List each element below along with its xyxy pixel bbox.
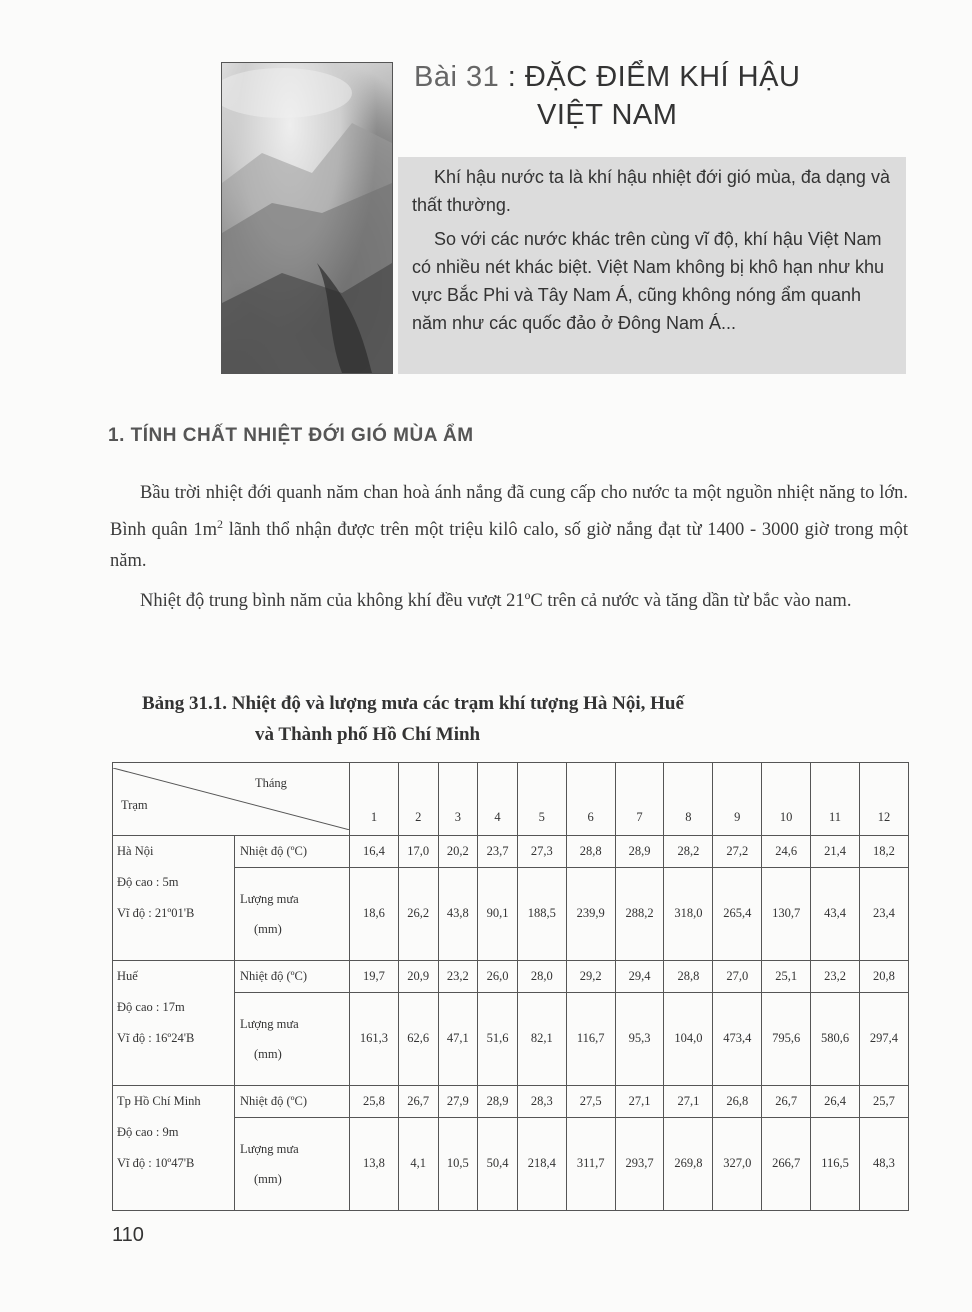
lesson-title bbox=[414, 58, 800, 134]
lesson-title-line2: VIỆT NAM bbox=[537, 99, 678, 131]
station-spacer bbox=[117, 1179, 232, 1210]
rainfall-value: 297,4 bbox=[859, 992, 908, 1085]
temperature-value: 26,8 bbox=[713, 1086, 762, 1118]
temperature-value: 27,2 bbox=[713, 836, 762, 868]
station-spacer bbox=[117, 929, 232, 960]
rainfall-label-unit: (mm) bbox=[254, 1046, 282, 1061]
lesson-title-line1: ĐẶC ĐIỂM KHÍ HẬU bbox=[524, 61, 801, 93]
header-month-label: Tháng bbox=[255, 776, 287, 790]
rainfall-value: 95,3 bbox=[615, 992, 664, 1085]
rainfall-value: 580,6 bbox=[811, 992, 860, 1085]
station-info-cell bbox=[113, 836, 235, 961]
rainfall-value: 795,6 bbox=[762, 992, 811, 1085]
temperature-value: 20,9 bbox=[398, 961, 438, 993]
rainfall-value: 13,8 bbox=[350, 1117, 399, 1210]
table-header-row bbox=[113, 763, 909, 836]
rainfall-value: 43,4 bbox=[811, 867, 860, 960]
temperature-value: 25,1 bbox=[762, 961, 811, 993]
intro-paragraph-2: So với các nước khác trên cùng vĩ độ, khí hậu Việt Nam có nhiều nét khác biệt. Việt Nam không bị khô hạn như khu vực Bắc Phi và Tây Nam Á, cũng không nóng ẩm quanh năm như các quốc đảo ở Đông Nam Á... bbox=[412, 229, 885, 333]
rainfall-value: 473,4 bbox=[713, 992, 762, 1085]
temperature-value: 17,0 bbox=[398, 836, 438, 868]
temperature-value: 23,2 bbox=[811, 961, 860, 993]
table-row bbox=[113, 836, 909, 868]
station-elevation: Độ cao : 17m bbox=[117, 1000, 185, 1014]
month-header: 6 bbox=[566, 763, 615, 836]
rainfall-label-unit: (mm) bbox=[254, 1171, 282, 1186]
temperature-value: 24,6 bbox=[762, 836, 811, 868]
para2-text: Nhiệt độ trung bình năm của không khí đều vượt 21ºC trên cả nước và tăng dần từ bắc vào nam. bbox=[140, 591, 852, 611]
temperature-value: 28,2 bbox=[664, 836, 713, 868]
rainfall-value: 311,7 bbox=[566, 1117, 615, 1210]
rainfall-label-line1: Lượng mưa bbox=[240, 1141, 299, 1156]
temperature-value: 28,9 bbox=[478, 1086, 518, 1118]
table-caption-line2: và Thành phố Hồ Chí Minh bbox=[255, 724, 481, 745]
month-header: 8 bbox=[664, 763, 713, 836]
temperature-value: 19,7 bbox=[350, 961, 399, 993]
rainfall-value: 18,6 bbox=[350, 867, 399, 960]
station-name: Huế bbox=[117, 969, 138, 983]
rainfall-value: 318,0 bbox=[664, 867, 713, 960]
temperature-value: 27,5 bbox=[566, 1086, 615, 1118]
temperature-value: 28,3 bbox=[517, 1086, 566, 1118]
landscape-photo bbox=[221, 62, 393, 374]
rainfall-value: 265,4 bbox=[713, 867, 762, 960]
temperature-value: 27,9 bbox=[438, 1086, 478, 1118]
header-station-label: Trạm bbox=[121, 798, 148, 812]
temperature-value: 25,8 bbox=[350, 1086, 399, 1118]
rainfall-value: 161,3 bbox=[350, 992, 399, 1085]
rainfall-value: 288,2 bbox=[615, 867, 664, 960]
diagonal-line bbox=[113, 768, 350, 830]
rainfall-value: 266,7 bbox=[762, 1117, 811, 1210]
rainfall-value: 327,0 bbox=[713, 1117, 762, 1210]
rainfall-value: 48,3 bbox=[859, 1117, 908, 1210]
table-row bbox=[113, 961, 909, 993]
table-row bbox=[113, 1086, 909, 1118]
temperature-value: 28,8 bbox=[664, 961, 713, 993]
station-info-cell bbox=[113, 961, 235, 1086]
month-header: 5 bbox=[517, 763, 566, 836]
temperature-value: 21,4 bbox=[811, 836, 860, 868]
temperature-value: 26,7 bbox=[398, 1086, 438, 1118]
temperature-label: Nhiệt độ (ºC) bbox=[235, 961, 350, 993]
rainfall-value: 26,2 bbox=[398, 867, 438, 960]
rainfall-value: 239,9 bbox=[566, 867, 615, 960]
month-header: 10 bbox=[762, 763, 811, 836]
rainfall-value: 23,4 bbox=[859, 867, 908, 960]
temperature-value: 27,0 bbox=[713, 961, 762, 993]
station-latitude: Vĩ độ : 10º47'B bbox=[117, 1156, 195, 1170]
rainfall-value: 50,4 bbox=[478, 1117, 518, 1210]
lesson-separator: : bbox=[507, 61, 517, 93]
rainfall-label bbox=[235, 1117, 350, 1210]
rainfall-value: 269,8 bbox=[664, 1117, 713, 1210]
temperature-value: 20,2 bbox=[438, 836, 478, 868]
temperature-label: Nhiệt độ (ºC) bbox=[235, 1086, 350, 1118]
rainfall-value: 4,1 bbox=[398, 1117, 438, 1210]
temperature-value: 29,4 bbox=[615, 961, 664, 993]
month-header: 4 bbox=[478, 763, 518, 836]
rainfall-value: 51,6 bbox=[478, 992, 518, 1085]
month-header: 1 bbox=[350, 763, 399, 836]
month-header: 11 bbox=[811, 763, 860, 836]
rainfall-label bbox=[235, 992, 350, 1085]
para1-text-continued: lãnh thổ nhận được trên một triệu kilô calo, số giờ nắng đạt từ 1400 - 3000 giờ trong một năm. bbox=[110, 520, 908, 572]
rainfall-value: 130,7 bbox=[762, 867, 811, 960]
temperature-value: 23,7 bbox=[478, 836, 518, 868]
rainfall-value: 43,8 bbox=[438, 867, 478, 960]
month-header: 3 bbox=[438, 763, 478, 836]
temperature-label: Nhiệt độ (ºC) bbox=[235, 836, 350, 868]
photo-illustration bbox=[222, 63, 392, 373]
temperature-value: 27,1 bbox=[615, 1086, 664, 1118]
rainfall-value: 10,5 bbox=[438, 1117, 478, 1210]
station-latitude: Vĩ độ : 21º01'B bbox=[117, 906, 195, 920]
diagonal-header-cell bbox=[113, 763, 350, 836]
climate-table bbox=[112, 762, 909, 1211]
temperature-value: 23,2 bbox=[438, 961, 478, 993]
temperature-value: 27,3 bbox=[517, 836, 566, 868]
rainfall-value: 293,7 bbox=[615, 1117, 664, 1210]
table-caption-line1: Bảng 31.1. Nhiệt độ và lượng mưa các trạm khí tượng Hà Nội, Huế bbox=[142, 693, 684, 714]
rainfall-value: 116,5 bbox=[811, 1117, 860, 1210]
rainfall-value: 47,1 bbox=[438, 992, 478, 1085]
station-elevation: Độ cao : 5m bbox=[117, 875, 179, 889]
temperature-value: 25,7 bbox=[859, 1086, 908, 1118]
page-number: 110 bbox=[112, 1224, 144, 1246]
section-paragraph-2 bbox=[110, 586, 908, 617]
section-heading: 1. TÍNH CHẤT NHIỆT ĐỚI GIÓ MÙA ẨM bbox=[108, 425, 474, 446]
station-spacer bbox=[117, 1054, 232, 1085]
station-info-cell bbox=[113, 1086, 235, 1211]
rainfall-value: 188,5 bbox=[517, 867, 566, 960]
rainfall-value: 104,0 bbox=[664, 992, 713, 1085]
temperature-value: 28,8 bbox=[566, 836, 615, 868]
rainfall-value: 116,7 bbox=[566, 992, 615, 1085]
temperature-value: 26,7 bbox=[762, 1086, 811, 1118]
rainfall-value: 82,1 bbox=[517, 992, 566, 1085]
temperature-value: 26,0 bbox=[478, 961, 518, 993]
intro-paragraph-1: Khí hậu nước ta là khí hậu nhiệt đới gió mùa, đa dạng và thất thường. bbox=[412, 167, 890, 215]
station-name: Hà Nội bbox=[117, 844, 154, 858]
para1-text: Bầu trời nhiệt đới quanh năm chan hoà ánh nắng đã cung cấp cho nước ta một nguồn nhiệt năng to lớn. Bình quân 1m bbox=[110, 483, 908, 541]
rainfall-label-unit: (mm) bbox=[254, 921, 282, 936]
lesson-number: Bài 31 bbox=[414, 61, 500, 93]
month-header: 7 bbox=[615, 763, 664, 836]
station-latitude: Vĩ độ : 16º24'B bbox=[117, 1031, 195, 1045]
rainfall-value: 62,6 bbox=[398, 992, 438, 1085]
rainfall-label bbox=[235, 867, 350, 960]
intro-box bbox=[398, 157, 906, 374]
temperature-value: 27,1 bbox=[664, 1086, 713, 1118]
month-header: 2 bbox=[398, 763, 438, 836]
temperature-value: 18,2 bbox=[859, 836, 908, 868]
temperature-value: 26,4 bbox=[811, 1086, 860, 1118]
temperature-value: 28,0 bbox=[517, 961, 566, 993]
table-caption bbox=[142, 688, 684, 750]
section-paragraph-1 bbox=[110, 478, 908, 577]
para1-superscript: 2 bbox=[217, 517, 223, 531]
rainfall-label-line1: Lượng mưa bbox=[240, 1016, 299, 1031]
month-header: 12 bbox=[859, 763, 908, 836]
rainfall-value: 218,4 bbox=[517, 1117, 566, 1210]
temperature-value: 20,8 bbox=[859, 961, 908, 993]
station-name: Tp Hồ Chí Minh bbox=[117, 1094, 201, 1108]
temperature-value: 16,4 bbox=[350, 836, 399, 868]
temperature-value: 28,9 bbox=[615, 836, 664, 868]
rainfall-value: 90,1 bbox=[478, 867, 518, 960]
temperature-value: 29,2 bbox=[566, 961, 615, 993]
month-header: 9 bbox=[713, 763, 762, 836]
rainfall-label-line1: Lượng mưa bbox=[240, 891, 299, 906]
station-elevation: Độ cao : 9m bbox=[117, 1125, 179, 1139]
